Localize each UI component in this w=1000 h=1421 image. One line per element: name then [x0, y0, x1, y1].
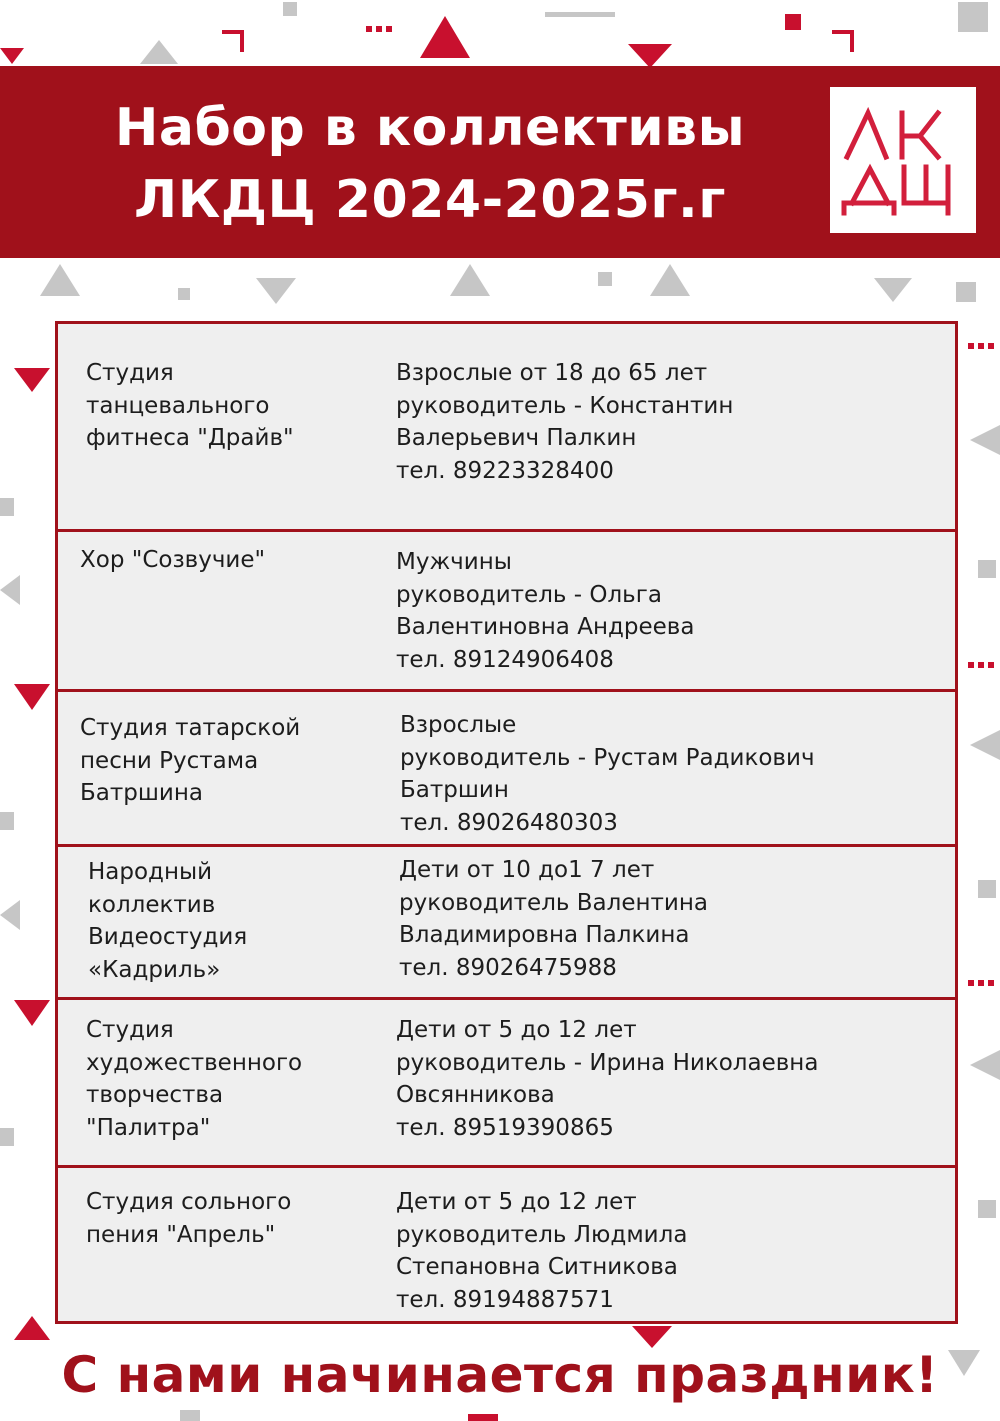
- collective-info: Дети от 5 до 12 лет руководитель - Ирина Николаевна Овсянникова тел. 89519390865: [396, 1017, 819, 1141]
- collective-name: Студия татарской песни Рустама Батршина: [80, 715, 301, 806]
- title-line-2: ЛКДЦ 2024-2025г.г: [134, 170, 726, 230]
- table-row: [58, 689, 955, 844]
- table-row: [58, 529, 955, 689]
- collective-info: Дети от 5 до 12 лет руководитель Людмила Степановна Ситникова тел. 89194887571: [396, 1189, 688, 1313]
- page-title: [40, 92, 820, 236]
- collective-info: Взрослые руководитель - Рустам Радикович Батршин тел. 89026480303: [400, 712, 815, 836]
- lkdc-logo: [830, 87, 976, 233]
- collective-name: Студия сольного пения "Апрель": [86, 1189, 292, 1248]
- collective-name: Хор "Созвучие": [80, 547, 266, 573]
- collective-name: Студия танцевального фитнеса "Драйв": [86, 360, 294, 451]
- collective-info: Мужчины руководитель - Ольга Валентиновна Андреева тел. 89124906408: [396, 549, 695, 673]
- table-row: [58, 997, 955, 1165]
- collective-info: Дети от 10 до1 7 лет руководитель Валентина Владимировна Палкина тел. 89026475988: [399, 857, 709, 981]
- collective-name: Студия художественного творчества "Палитра": [86, 1017, 303, 1141]
- table-row: [58, 1165, 955, 1321]
- collectives-table: [55, 321, 958, 1324]
- title-line-1: Набор в коллективы: [114, 98, 746, 158]
- table-row: [58, 844, 955, 997]
- footer-slogan: С нами начинается праздник!: [61, 1346, 939, 1404]
- collective-name: Народный коллектив Видеостудия «Кадриль»: [88, 859, 248, 983]
- header-banner: [0, 66, 1000, 258]
- table-row: [58, 324, 955, 529]
- collective-info: Взрослые от 18 до 65 лет руководитель - Константин Валерьевич Палкин тел. 89223328400: [396, 360, 734, 484]
